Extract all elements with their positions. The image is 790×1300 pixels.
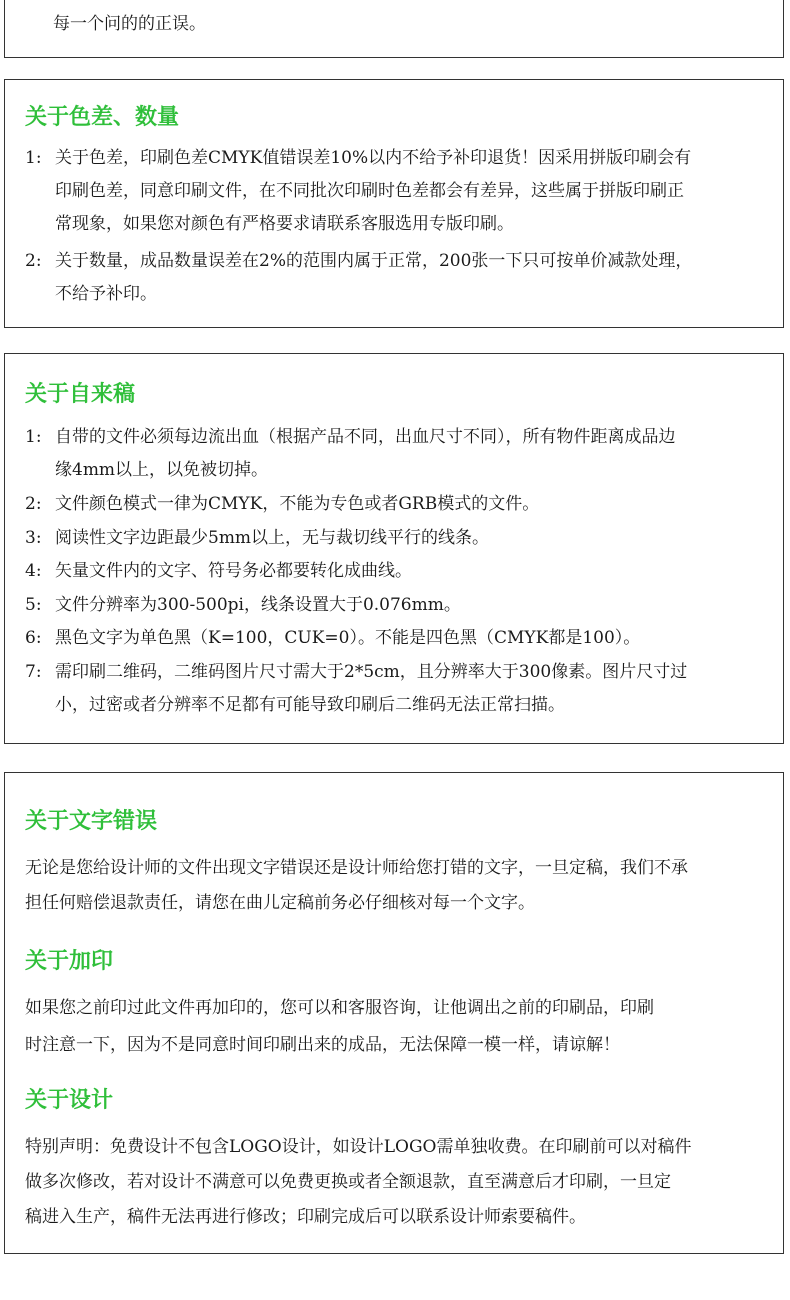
para-line: 无论是您给设计师的文件出现文字错误还是设计师给您打错的文字，一旦定稿，我们不承 — [25, 858, 688, 878]
item-line: 不给予补印。 — [55, 284, 157, 304]
item-line: 关于色差，印刷色差CMYK值错误差10%以内不给予补印退货！因采用拼版印刷会有 — [55, 148, 692, 168]
notice-box-top — [4, 0, 784, 58]
list-item — [25, 622, 770, 655]
para-line: 做多次修改，若对设计不满意可以免费更换或者全额退款，直至满意后才印刷，一旦定 — [25, 1172, 671, 1192]
list-item — [25, 522, 770, 555]
paragraph — [25, 990, 777, 1064]
section-title: 关于加印 — [25, 948, 114, 974]
section-title: 关于设计 — [25, 1087, 114, 1113]
para-line: 担任何赔偿退款责任，请您在曲儿定稿前务必仔细核对每一个文字。 — [25, 893, 535, 913]
para-line: 时注意一下，因为不是同意时间印刷出来的成品，无法保障一模一样，请谅解！ — [25, 1035, 620, 1055]
item-number: 5: — [25, 595, 42, 615]
list-item — [25, 421, 770, 487]
list-item — [25, 245, 770, 311]
para-line: 稿进入生产，稿件无法再进行修改；印刷完成后可以联系设计师索要稿件。 — [25, 1207, 586, 1227]
top-text: 每一个问的的正误。 — [53, 14, 206, 34]
item-line: 缘4mm以上，以免被切掉。 — [55, 460, 269, 480]
para-line: 如果您之前印过此文件再加印的，您可以和客服咨询，让他调出之前的印刷品，印刷 — [25, 998, 654, 1018]
item-number: 1: — [25, 148, 42, 168]
item-line: 阅读性文字边距最少5mm以上，无与裁切线平行的线条。 — [55, 528, 490, 548]
item-line: 文件分辨率为300-500pi，线条设置大于0.076mm。 — [55, 595, 461, 615]
para-line: 特别声明：免费设计不包含LOGO设计，如设计LOGO需单独收费。在印刷前可以对稿件 — [25, 1137, 692, 1157]
list-item — [25, 589, 770, 622]
item-number: 2: — [25, 494, 42, 514]
item-number: 3: — [25, 528, 42, 548]
list-item — [25, 488, 770, 521]
item-line: 矢量文件内的文字、符号务必都要转化成曲线。 — [55, 561, 412, 581]
item-number: 4: — [25, 561, 42, 581]
list-item — [25, 142, 770, 241]
item-line: 黑色文字为单色黑（K=100，CUK=0）。不能是四色黑（CMYK都是100）。 — [55, 628, 641, 648]
section-own-file — [4, 353, 784, 744]
paragraph — [25, 851, 777, 921]
list-item — [25, 656, 770, 722]
item-number: 6: — [25, 628, 42, 648]
item-line: 需印刷二维码，二维码图片尺寸需大于2*5cm，且分辨率大于300像素。图片尺寸过 — [55, 662, 688, 682]
section-policies — [4, 772, 784, 1254]
item-line: 关于数量，成品数量误差在2%的范围内属于正常，200张一下只可按单价减款处理， — [55, 251, 693, 271]
list-item — [25, 555, 770, 588]
item-line: 常现象，如果您对颜色有严格要求请联系客服选用专版印刷。 — [55, 214, 514, 234]
item-number: 1: — [25, 427, 42, 447]
item-number: 7: — [25, 662, 42, 682]
item-line: 印刷色差，同意印刷文件，在不同批次印刷时色差都会有差异，这些属于拼版印刷正 — [55, 181, 684, 201]
section-title: 关于自来稿 — [25, 381, 136, 407]
section-color-quantity — [4, 79, 784, 328]
item-line: 自带的文件必须每边流出血（根据产品不同，出血尺寸不同），所有物件距离成品边 — [55, 427, 676, 447]
item-line: 小，过密或者分辨率不足都有可能导致印刷后二维码无法正常扫描。 — [55, 695, 565, 715]
item-line: 文件颜色模式一律为CMYK，不能为专色或者GRB模式的文件。 — [55, 494, 540, 514]
section-title: 关于色差、数量 — [25, 104, 180, 130]
paragraph — [25, 1130, 777, 1235]
item-number: 2: — [25, 251, 42, 271]
section-title: 关于文字错误 — [25, 808, 158, 834]
